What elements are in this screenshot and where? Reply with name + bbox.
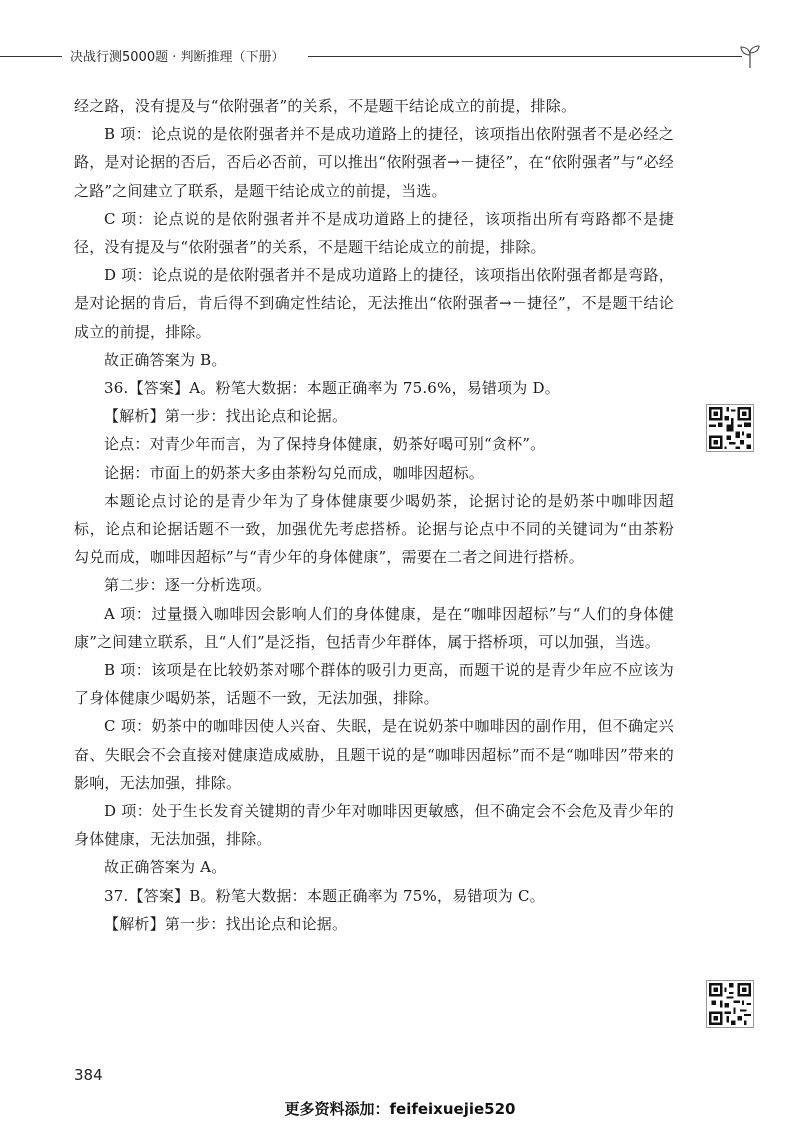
book-title: 决战行测5000题 · 判断推理（下册） — [70, 50, 285, 65]
paragraph: C 项：奶茶中的咖啡因使人兴奋、失眠，是在说奶茶中咖啡因的副作用，但不确定兴奋、失眠会不会直接对健康造成威胁，且题干说的是“咖啡因超标”而不是“咖啡因”带来的影响，无法加强，排除。 — [74, 717, 674, 792]
paragraph: 论点：对青少年而言，为了保持身体健康，奶茶好喝可别“贪杯”。 — [104, 435, 546, 454]
answer-36-heading: 36.【答案】A。粉笔大数据：本题正确率为 75.6%，易错项为 D。 — [104, 379, 560, 398]
paragraph: 第二步：逐一分析选项。 — [104, 576, 272, 595]
qr-code-icon[interactable] — [706, 404, 754, 452]
paragraph: 故正确答案为 B。 — [104, 350, 227, 369]
paragraph: D 项：处于生长发育关键期的青少年对咖啡因更敏感，但不确定会不会危及青少年的身体健康，无法加强，排除。 — [74, 802, 674, 849]
header-rule-left — [0, 56, 62, 57]
header-rule-right — [308, 56, 742, 57]
paragraph: 本题论点讨论的是青少年为了身体健康要少喝奶茶，论据讨论的是奶茶中咖啡因超标，论点和论据话题不一致，加强优先考虑搭桥。论据与论点中不同的关键词为“由茶粉勾兑而成，咖啡因超标”与“青少年的身体健康”，需要在二者之间进行搭桥。 — [74, 491, 674, 567]
sprout-icon — [736, 42, 764, 70]
answer-37-heading: 37.【答案】B。粉笔大数据：本题正确率为 75%，易错项为 C。 — [104, 886, 545, 905]
paragraph: 故正确答案为 A。 — [104, 858, 227, 877]
paragraph: B 项：论点说的是依附强者并不是成功道路上的捷径，该项指出依附强者不是必经之路，是对论据的否后，否后必否前，可以推出“依附强者→－捷径”，在“依附强者”与“必经之路”之间建立了联系，是题干结论成立的前提，当选。 — [74, 125, 674, 200]
paragraph: D 项：论点说的是依附强者并不是成功道路上的捷径，该项指出依附强者都是弯路，是对论据的肯后，肯后得不到确定性结论，无法推出“依附强者→－捷径”，不是题干结论成立的前提，排除。 — [74, 266, 674, 341]
paragraph: 【解析】第一步：找出论点和论据。 — [104, 914, 348, 933]
paragraph: 【解析】第一步：找出论点和论据。 — [104, 407, 348, 426]
paragraph: 经之路，没有提及与“依附强者”的关系，不是题干结论成立的前提，排除。 — [74, 97, 577, 115]
paragraph: B 项：该项是在比较奶茶对哪个群体的吸引力更高，而题干说的是青少年应不应该为了身体健康少喝奶茶，话题不一致，无法加强，排除。 — [74, 661, 674, 708]
footer-note: 更多资料添加：feifeixuejie520 — [284, 1100, 516, 1118]
paragraph: C 项：论点说的是依附强者并不是成功道路上的捷径，该项指出所有弯路都不是捷径，没有提及与“依附强者”的关系，不是题干结论成立的前提，排除。 — [74, 209, 674, 257]
qr-code-icon[interactable] — [706, 980, 754, 1028]
paragraph: A 项：过量摄入咖啡因会影响人们的身体健康，是在“咖啡因超标”与“人们的身体健康”之间建立联系，且“人们”是泛指，包括青少年群体，属于搭桥项，可以加强，当选。 — [74, 604, 674, 651]
page-number: 384 — [74, 1066, 103, 1084]
answer-explanation-body — [74, 92, 674, 938]
paragraph: 论据：市面上的奶茶大多由茶粉勾兑而成，咖啡因超标。 — [104, 463, 485, 482]
running-header — [0, 42, 800, 72]
